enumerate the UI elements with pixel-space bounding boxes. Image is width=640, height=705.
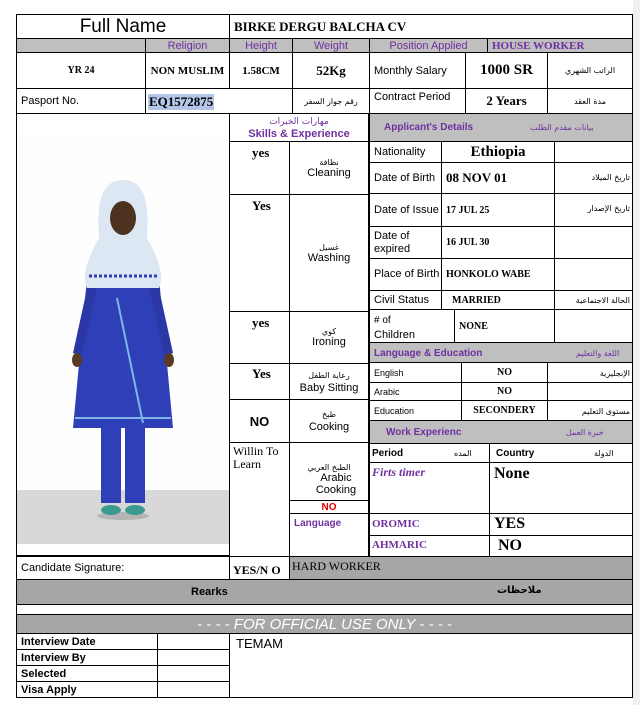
skill-washing-answer: Yes — [229, 194, 290, 312]
skill-cooking-label: Cooking — [308, 421, 350, 433]
selected-field[interactable] — [157, 665, 230, 682]
education-value: SECONDERY — [461, 400, 548, 421]
nationality-extra — [554, 141, 633, 163]
interview-date-label: Interview Date — [16, 633, 158, 650]
period-ar: المده — [454, 449, 472, 458]
skill-ironing — [289, 311, 369, 364]
dob-ar: تاريخ الميلاد — [554, 162, 633, 194]
country-ar: الدولة — [594, 449, 614, 458]
children-label-pre: # of — [374, 315, 391, 326]
skills-title: Skills & Experience — [248, 127, 350, 140]
language-education-title: Language & Education — [374, 348, 483, 359]
skill-cooking-ar: طبخ — [322, 410, 336, 419]
period-header — [369, 443, 490, 463]
hard-worker-remark: HARD WORKER — [289, 556, 633, 580]
column-header-blank — [16, 38, 146, 53]
skill-cleaning-label: Cleaning — [307, 166, 351, 179]
period-value: Firts timer — [369, 462, 490, 514]
skill-cleaning-ar: نظافة — [319, 157, 339, 167]
monthly-salary-label: Monthly Salary — [369, 52, 466, 89]
applicant-header — [369, 113, 633, 142]
skill-cooking-answer: NO — [229, 399, 290, 443]
remarks-label: Rearks — [191, 586, 228, 598]
language-label: Language — [289, 513, 369, 557]
weight-value: 52Kg — [292, 52, 370, 89]
position-header: Position Applied — [369, 38, 488, 53]
monthly-salary-ar: الراتب الشهري — [547, 52, 633, 89]
remarks-bar — [16, 579, 633, 605]
contract-label: Contract Period — [369, 88, 466, 114]
weight-header: Weight — [292, 38, 370, 53]
signature-label: Candidate Signature: — [16, 556, 230, 580]
civil-value: MARRIED — [441, 290, 555, 310]
language-education-header — [369, 342, 633, 363]
children-label — [369, 309, 455, 343]
lang2-value: NO — [489, 535, 633, 557]
skill-babysitting-label: Baby Sitting — [299, 381, 359, 394]
period-label: Period — [372, 448, 404, 459]
skill-babysitting-ar: رعاية الطفل — [308, 370, 350, 380]
position-value: HOUSE WORKER — [487, 38, 633, 53]
interview-by-field[interactable] — [157, 649, 230, 666]
skill-washing — [289, 194, 369, 312]
full-name-label: Full Name — [16, 14, 230, 39]
nationality-label: Nationality — [369, 141, 442, 163]
applicant-title-ar: بيانات مقدم الطلب — [530, 123, 594, 132]
arabic-value: NO — [461, 382, 548, 401]
skill-cleaning-answer: yes — [229, 141, 290, 195]
skill-ironing-answer: yes — [229, 311, 290, 364]
page-edge — [633, 0, 640, 705]
english-label: English — [369, 362, 462, 383]
doe-value: 16 JUL 30 — [441, 226, 555, 259]
passport-cell — [145, 88, 293, 114]
children-value: NONE — [454, 309, 555, 343]
skill-arabic-cooking-extra: NO — [289, 500, 369, 514]
interview-date-field[interactable] — [157, 633, 230, 650]
civil-ar: الحالة الاجتماعية — [554, 290, 633, 310]
height-header: Height — [229, 38, 293, 53]
skill-cleaning — [289, 141, 369, 195]
country-header — [489, 443, 633, 463]
language-education-title-ar: اللغة والتعليم — [576, 349, 620, 358]
skill-ironing-ar: كوي — [321, 327, 337, 336]
children-extra — [554, 309, 633, 343]
arabic-label: Arabic — [369, 382, 462, 401]
country-value: None — [489, 462, 633, 514]
candidate-figure-icon — [17, 138, 229, 544]
work-experience-title-ar: خبرة العمل — [566, 428, 604, 437]
full-name-value: BIRKE DERGU BALCHA CV — [229, 14, 633, 39]
contract-ar: مدة العقد — [547, 88, 633, 114]
skill-ironing-label: Ironing — [312, 336, 346, 348]
skill-arabic-cooking-answer: Willin To Learn — [229, 442, 290, 557]
visa-apply-label: Visa Apply — [16, 681, 158, 698]
agent-box: TEMAM — [229, 633, 633, 698]
skill-arabic-cooking-label: Arabic Cooking — [315, 472, 357, 496]
passport-value: EQ1572875 — [149, 94, 214, 109]
doe-label: Date of expired — [369, 226, 442, 259]
candidate-photo — [17, 138, 229, 544]
yes-no-label: YES/N O — [229, 556, 290, 580]
doe-extra — [554, 226, 633, 259]
pob-value: HONKOLO WABE — [441, 258, 555, 291]
pob-label: Place of Birth — [369, 258, 442, 291]
education-label: Education — [369, 400, 462, 421]
skill-cooking — [289, 399, 369, 443]
religion-header: Religion — [145, 38, 230, 53]
children-label-main: Children — [374, 329, 415, 341]
applicant-title: Applicant's Details — [384, 122, 474, 133]
doi-label: Date of Issue — [369, 193, 442, 227]
doi-ar: تاريخ الإصدار — [554, 193, 633, 227]
contract-value: 2 Years — [465, 88, 548, 114]
skill-babysitting-answer: Yes — [229, 363, 290, 400]
doi-value: 17 JUL 25 — [441, 193, 555, 227]
civil-label: Civil Status — [369, 290, 442, 310]
dob-label: Date of Birth — [369, 162, 442, 194]
selected-label: Selected — [16, 665, 158, 682]
religion-value: NON MUSLIM — [145, 52, 230, 89]
lang1-value: YES — [489, 513, 633, 536]
remarks-ar: ملاحظات — [497, 585, 542, 596]
lang2-label: AHMARIC — [369, 535, 490, 557]
age-value: YR 24 — [16, 52, 146, 89]
skills-header — [229, 113, 369, 142]
lang1-label: OROMIC — [369, 513, 490, 536]
photo-frame — [16, 113, 230, 556]
official-use-bar: - - - - FOR OFFICIAL USE ONLY - - - - — [16, 614, 633, 634]
passport-ar: رقم جواز السفر — [292, 88, 370, 114]
nationality-value: Ethiopia — [441, 141, 555, 163]
interview-by-label: Interview By — [16, 649, 158, 666]
work-experience-title: Work Experienc — [386, 427, 462, 438]
country-label: Country — [496, 448, 535, 459]
english-value: NO — [461, 362, 548, 383]
skills-title-ar: مهارات الخبرات — [269, 116, 329, 127]
height-value: 1.58CM — [229, 52, 293, 89]
education-ar: مستوى التعليم — [547, 400, 633, 421]
skill-arabic-cooking-ar: الطبخ العربي — [307, 463, 351, 472]
skill-babysitting — [289, 363, 369, 400]
pob-extra — [554, 258, 633, 291]
monthly-salary-value: 1000 SR — [465, 52, 548, 89]
arabic-extra — [547, 382, 633, 401]
work-experience-header — [369, 420, 633, 444]
visa-apply-field[interactable] — [157, 681, 230, 698]
skill-washing-ar: غسيل — [319, 242, 339, 252]
passport-label: Pasport No. — [16, 88, 146, 114]
dob-value: 08 NOV 01 — [441, 162, 555, 194]
english-ar: الإنجليزية — [547, 362, 633, 383]
skill-washing-label: Washing — [307, 251, 351, 264]
